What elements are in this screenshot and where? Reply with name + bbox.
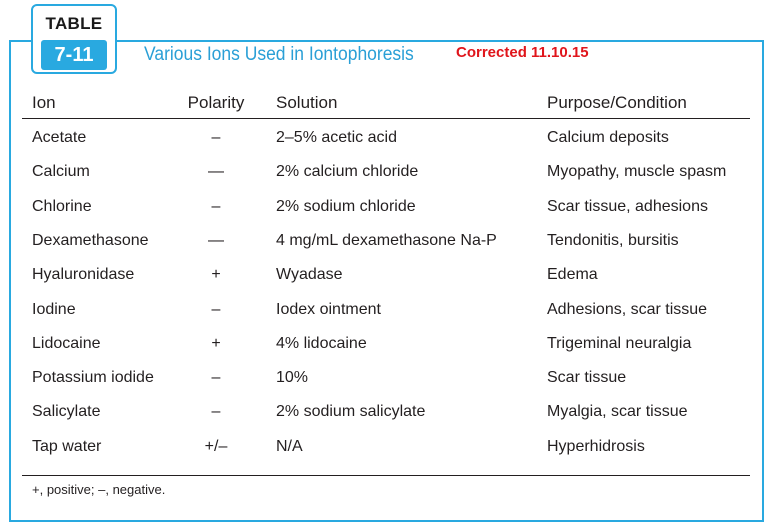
cell-solution: Wyadase bbox=[276, 266, 343, 284]
cell-ion: Hyaluronidase bbox=[32, 266, 135, 284]
cell-purpose: Edema bbox=[547, 266, 598, 284]
column-header-polarity: Polarity bbox=[187, 93, 245, 112]
cell-solution: 2% sodium salicylate bbox=[276, 403, 426, 421]
cell-ion: Tap water bbox=[32, 437, 102, 455]
cell-solution: 4% lidocaine bbox=[276, 334, 367, 352]
cell-ion: Potassium iodide bbox=[32, 369, 154, 387]
cell-polarity: — bbox=[208, 163, 224, 181]
cell-polarity: + bbox=[211, 266, 221, 284]
cell-ion: Iodine bbox=[32, 300, 76, 318]
table-row bbox=[0, 161, 768, 195]
cell-solution: 2% sodium chloride bbox=[276, 197, 416, 215]
header-rule bbox=[22, 118, 750, 119]
cell-purpose: Myopathy, muscle spasm bbox=[547, 163, 727, 181]
correction-note: Corrected 11.10.15 bbox=[456, 44, 589, 61]
table-row bbox=[0, 196, 768, 230]
column-header-solution: Solution bbox=[276, 93, 338, 112]
column-header-ion: Ion bbox=[32, 93, 56, 112]
table-row bbox=[0, 230, 768, 264]
table-number-badge bbox=[31, 4, 117, 74]
cell-solution: 2% calcium chloride bbox=[276, 163, 419, 181]
column-header-purpose: Purpose/Condition bbox=[547, 93, 687, 112]
table-row bbox=[0, 367, 768, 401]
cell-ion: Chlorine bbox=[32, 197, 92, 215]
cell-polarity: — bbox=[208, 231, 224, 249]
cell-polarity: +/– bbox=[204, 437, 228, 455]
table-row bbox=[0, 333, 768, 367]
cell-solution: 4 mg/mL dexamethasone Na-P bbox=[276, 231, 497, 249]
cell-purpose: Hyperhidrosis bbox=[547, 437, 645, 455]
cell-ion: Acetate bbox=[32, 129, 87, 146]
cell-solution: 2–5% acetic acid bbox=[276, 129, 397, 146]
cell-purpose: Tendonitis, bursitis bbox=[547, 231, 679, 249]
table-number: 7-11 bbox=[41, 40, 107, 70]
cell-purpose: Scar tissue bbox=[547, 369, 627, 387]
cell-polarity: + bbox=[211, 334, 221, 352]
cell-polarity: – bbox=[211, 369, 221, 387]
cell-polarity: – bbox=[211, 197, 221, 215]
table-row bbox=[0, 436, 768, 470]
cell-purpose: Myalgia, scar tissue bbox=[547, 403, 688, 421]
cell-purpose: Adhesions, scar tissue bbox=[547, 300, 708, 318]
table-header-row bbox=[0, 92, 768, 118]
cell-purpose: Scar tissue, adhesions bbox=[547, 197, 708, 215]
table-title: Various Ions Used in Iontophoresis bbox=[144, 44, 414, 65]
cell-ion: Salicylate bbox=[32, 403, 101, 421]
cell-polarity: – bbox=[211, 129, 221, 146]
cell-ion: Calcium bbox=[32, 163, 90, 181]
table-footnote: +, positive; –, negative. bbox=[32, 482, 166, 497]
cell-purpose: Calcium deposits bbox=[547, 129, 669, 146]
cell-ion: Dexamethasone bbox=[32, 231, 149, 249]
cell-solution: N/A bbox=[276, 437, 303, 455]
cell-polarity: – bbox=[211, 403, 221, 421]
table-label: TABLE bbox=[45, 14, 103, 33]
table-row bbox=[0, 264, 768, 298]
cell-solution: 10% bbox=[276, 369, 309, 387]
bottom-rule bbox=[22, 475, 750, 476]
table-row bbox=[0, 401, 768, 435]
cell-ion: Lidocaine bbox=[32, 334, 101, 352]
cell-solution: Iodex ointment bbox=[276, 300, 381, 318]
table-row bbox=[0, 299, 768, 333]
table-row bbox=[0, 127, 768, 161]
cell-polarity: – bbox=[211, 300, 221, 318]
cell-purpose: Trigeminal neuralgia bbox=[547, 334, 692, 352]
